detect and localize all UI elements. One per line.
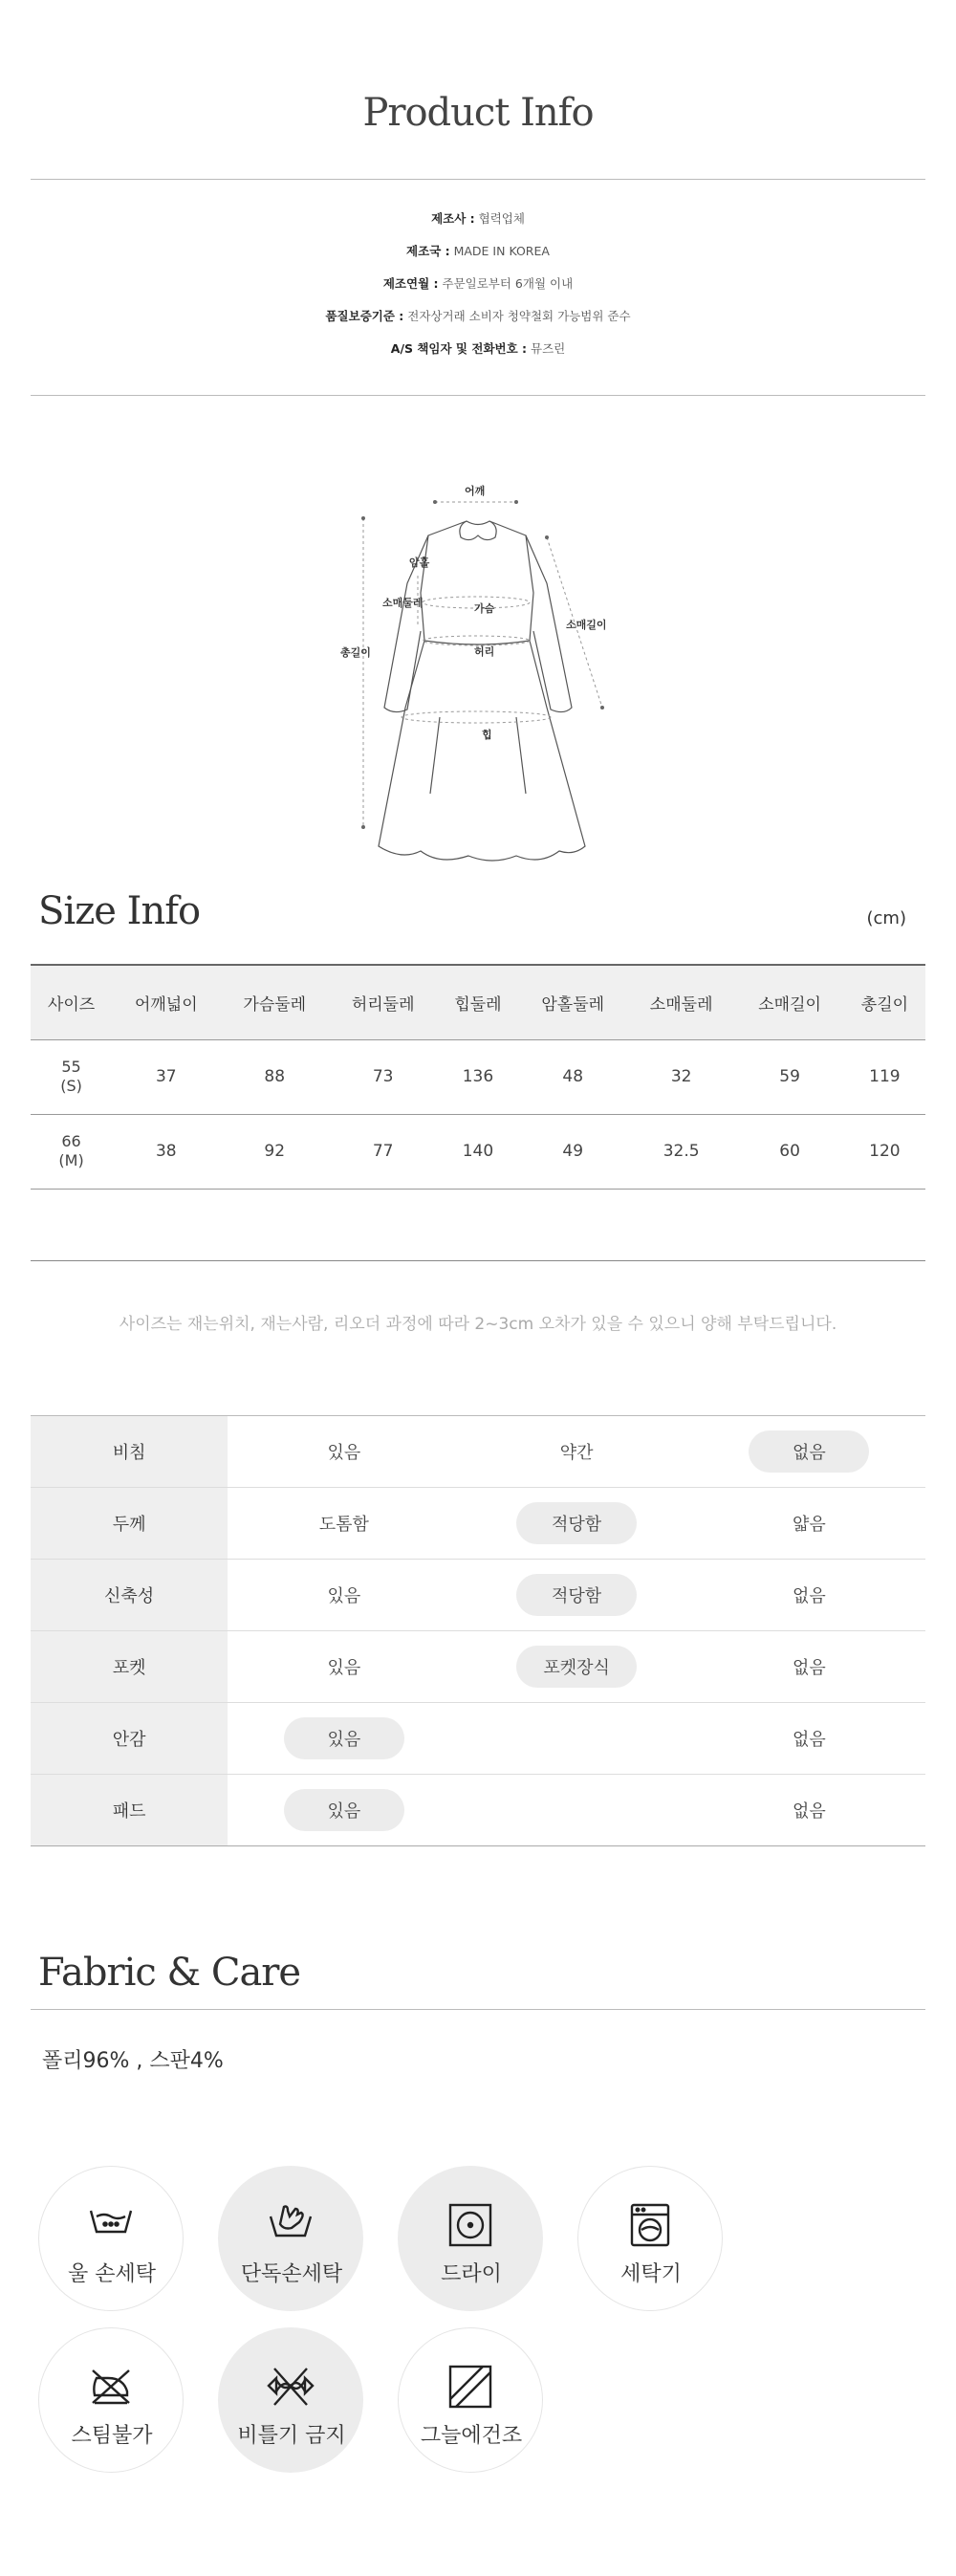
fabric-attribute-table — [31, 1415, 925, 1846]
size-letter: (S) — [60, 1077, 82, 1095]
care-item — [398, 2327, 543, 2473]
size-table-heading: 소매둘레 — [627, 965, 735, 1039]
attribute-option-cell — [460, 1703, 692, 1775]
product-info-value: 전자상거래 소비자 청약철회 가능범위 준수 — [403, 309, 631, 323]
attribute-row — [31, 1775, 925, 1846]
attribute-option: 있음 — [327, 1443, 361, 1463]
measurement-cell: 38 — [112, 1114, 220, 1189]
size-table-heading: 허리둘레 — [329, 965, 437, 1039]
measurement-cell: 37 — [112, 1039, 220, 1114]
attribute-option-cell — [228, 1775, 460, 1846]
attribute-option-cell — [460, 1488, 692, 1560]
dress-illustration — [325, 469, 631, 870]
size-note: 사이즈는 재는위치, 재는사람, 리오더 과정에 따라 2~3cm 오차가 있을 수 있으니 양해 부탁드립니다. — [119, 1315, 837, 1334]
product-info-row — [0, 241, 956, 273]
attribute-option-cell — [228, 1631, 460, 1703]
size-table — [31, 964, 925, 1190]
size-table-row — [31, 1114, 925, 1189]
attribute-option: 있음 — [327, 1586, 361, 1606]
attribute-row — [31, 1631, 925, 1703]
size-table-row — [31, 1039, 925, 1114]
attribute-label: 패드 — [31, 1775, 228, 1846]
care-label: 단독손세탁 — [240, 2262, 343, 2286]
care-item — [218, 2327, 363, 2473]
size-table-heading: 어깨넓이 — [112, 965, 220, 1039]
attribute-option-cell — [460, 1631, 692, 1703]
attribute-row — [31, 1416, 925, 1488]
fabric-care-title: Fabric & Care — [38, 1951, 301, 1995]
care-label: 세탁기 — [620, 2262, 682, 2286]
measurement-cell: 32 — [627, 1039, 735, 1114]
care-label: 드라이 — [441, 2262, 502, 2286]
attribute-option-selected: 적당함 — [516, 1574, 637, 1616]
product-info-value: 협력업체 — [474, 211, 525, 226]
attribute-option-cell — [460, 1775, 692, 1846]
attribute-option-selected: 있음 — [284, 1789, 404, 1831]
label-hip: 힙 — [482, 729, 492, 741]
product-info-value: 주문일로부터 6개월 이내 — [438, 276, 574, 291]
attribute-option-cell — [693, 1631, 925, 1703]
label-waist: 허리 — [474, 645, 495, 658]
fabric-composition: 폴리96% , 스판4% — [42, 2049, 224, 2073]
measurement-cell: 60 — [735, 1114, 843, 1189]
product-info-label: 제조국 : — [406, 244, 450, 258]
attribute-option-selected: 있음 — [284, 1717, 404, 1759]
size-table-header — [31, 965, 925, 1039]
label-armhole: 암홀 — [409, 557, 430, 569]
product-info-row — [0, 306, 956, 338]
attribute-option-selected: 적당함 — [516, 1502, 637, 1544]
size-letter: (M) — [58, 1151, 84, 1169]
size-table-heading: 총길이 — [844, 965, 925, 1039]
product-info-row — [0, 208, 956, 241]
attribute-option: 약간 — [559, 1443, 594, 1463]
size-number: 66 — [61, 1132, 81, 1150]
washing-machine-icon — [626, 2203, 674, 2247]
size-table-heading: 암홀둘레 — [519, 965, 627, 1039]
product-info-label: 제조연월 : — [382, 276, 439, 291]
attribute-option: 얇음 — [792, 1515, 826, 1535]
size-table-heading: 가슴둘레 — [221, 965, 329, 1039]
attribute-row — [31, 1488, 925, 1560]
size-table-heading: 사이즈 — [31, 965, 112, 1039]
label-sleeve-length: 소매길이 — [566, 619, 607, 631]
attribute-option-cell — [460, 1560, 692, 1631]
attribute-option-cell — [693, 1775, 925, 1846]
product-info-title: Product Info — [362, 91, 594, 135]
divider — [31, 179, 925, 180]
attribute-label: 안감 — [31, 1703, 228, 1775]
measurement-cell: 73 — [329, 1039, 437, 1114]
wool-handwash-icon — [87, 2203, 135, 2247]
dry-clean-icon — [446, 2203, 494, 2247]
size-unit: (cm) — [866, 908, 906, 928]
product-info-label: 품질보증기준 : — [325, 309, 404, 323]
care-item — [218, 2166, 363, 2311]
divider — [31, 395, 925, 396]
attribute-option-cell — [228, 1560, 460, 1631]
size-cell — [31, 1039, 112, 1114]
attribute-option: 없음 — [792, 1586, 826, 1606]
attribute-option: 없음 — [792, 1730, 826, 1750]
size-number: 55 — [61, 1058, 81, 1076]
attribute-option: 있음 — [327, 1658, 361, 1678]
measurement-cell: 92 — [221, 1114, 329, 1189]
care-label: 울 손세탁 — [67, 2262, 156, 2286]
attribute-label: 포켓 — [31, 1631, 228, 1703]
care-item — [398, 2166, 543, 2311]
attribute-option-cell — [460, 1416, 692, 1488]
attribute-option-cell — [228, 1416, 460, 1488]
divider — [31, 1260, 925, 1261]
attribute-row — [31, 1703, 925, 1775]
care-label: 비틀기 금지 — [237, 2424, 346, 2448]
measurement-cell: 59 — [735, 1039, 843, 1114]
label-chest: 가슴 — [474, 602, 495, 615]
product-info-row — [0, 338, 956, 371]
measurement-cell: 48 — [519, 1039, 627, 1114]
measurement-cell: 140 — [437, 1114, 518, 1189]
attribute-option: 없음 — [792, 1658, 826, 1678]
attribute-option-cell — [693, 1703, 925, 1775]
attribute-label: 비침 — [31, 1416, 228, 1488]
attribute-label: 신축성 — [31, 1560, 228, 1631]
product-info-value: 뮤즈린 — [527, 341, 566, 356]
label-sleeve-circ: 소매둘레 — [382, 597, 424, 609]
size-diagram — [325, 469, 631, 870]
label-shoulder: 어깨 — [465, 485, 486, 497]
product-info-label: 제조사 : — [431, 211, 475, 226]
attribute-option-cell — [228, 1488, 460, 1560]
measurement-cell: 136 — [437, 1039, 518, 1114]
care-item — [38, 2327, 184, 2473]
attribute-option-cell — [693, 1560, 925, 1631]
measurement-cell: 49 — [519, 1114, 627, 1189]
care-label: 스팀불가 — [71, 2424, 153, 2448]
size-info-title: Size Info — [38, 889, 201, 933]
measurement-cell: 32.5 — [627, 1114, 735, 1189]
attribute-option-selected: 포켓장식 — [516, 1646, 637, 1688]
no-steam-icon — [87, 2365, 135, 2409]
size-table-heading: 소매길이 — [735, 965, 843, 1039]
attribute-option-cell — [693, 1488, 925, 1560]
size-cell — [31, 1114, 112, 1189]
measurement-cell: 88 — [221, 1039, 329, 1114]
product-info-value: MADE IN KOREA — [449, 244, 550, 258]
measurement-cell: 77 — [329, 1114, 437, 1189]
no-wring-icon — [267, 2365, 315, 2409]
attribute-label: 두께 — [31, 1488, 228, 1560]
care-label: 그늘에건조 — [420, 2424, 523, 2448]
product-info-label: A/S 책임자 및 전화번호 : — [390, 341, 528, 356]
attribute-option: 도톰함 — [318, 1515, 369, 1535]
label-total-length: 총길이 — [340, 646, 371, 659]
care-item — [577, 2166, 723, 2311]
product-info-row — [0, 273, 956, 306]
size-table-heading: 힙둘레 — [437, 965, 518, 1039]
attribute-option-selected: 없음 — [749, 1430, 869, 1473]
measurement-cell: 119 — [844, 1039, 925, 1114]
attribute-row — [31, 1560, 925, 1631]
attribute-option-cell — [693, 1416, 925, 1488]
divider — [31, 2009, 925, 2010]
care-item — [38, 2166, 184, 2311]
separate-handwash-icon — [267, 2203, 315, 2247]
measurement-cell: 120 — [844, 1114, 925, 1189]
attribute-option-cell — [228, 1703, 460, 1775]
shade-dry-icon — [446, 2365, 494, 2409]
attribute-option: 없음 — [792, 1801, 826, 1822]
product-info-list — [0, 208, 956, 371]
